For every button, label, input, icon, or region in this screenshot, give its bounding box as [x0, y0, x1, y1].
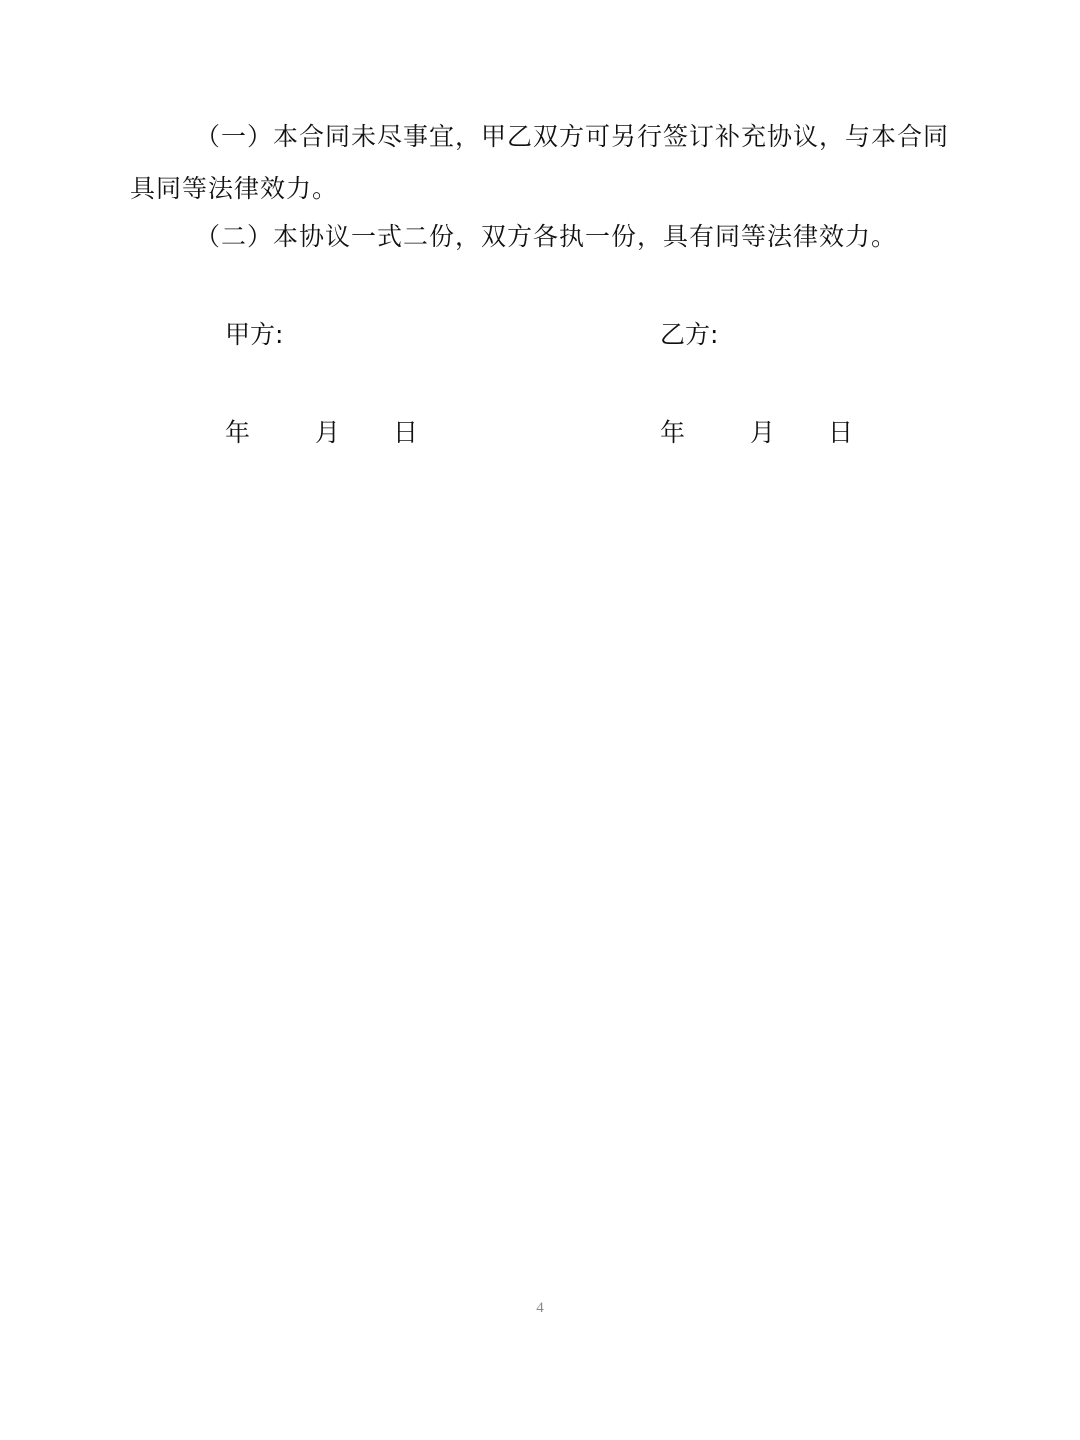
date-year-label: 年 — [225, 418, 251, 447]
date-year-label: 年 — [660, 418, 686, 447]
date-month-label: 月 — [315, 418, 341, 447]
party-a-date — [225, 416, 418, 450]
page-number: 4 — [536, 1300, 544, 1316]
date-day-label: 日 — [828, 418, 854, 447]
clause-2: （二）本协议一式二份，双方各执一份，具有同等法律效力。 — [195, 222, 898, 251]
date-day-label: 日 — [393, 418, 419, 447]
date-month-label: 月 — [750, 418, 776, 447]
party-b-date — [660, 416, 853, 450]
party-a-label: 甲方: — [225, 320, 284, 349]
clause-1: （一）本合同未尽事宜，甲乙双方可另行签订补充协议，与本合同具同等法律效力。 — [130, 122, 950, 203]
party-b-label: 乙方: — [660, 320, 719, 349]
